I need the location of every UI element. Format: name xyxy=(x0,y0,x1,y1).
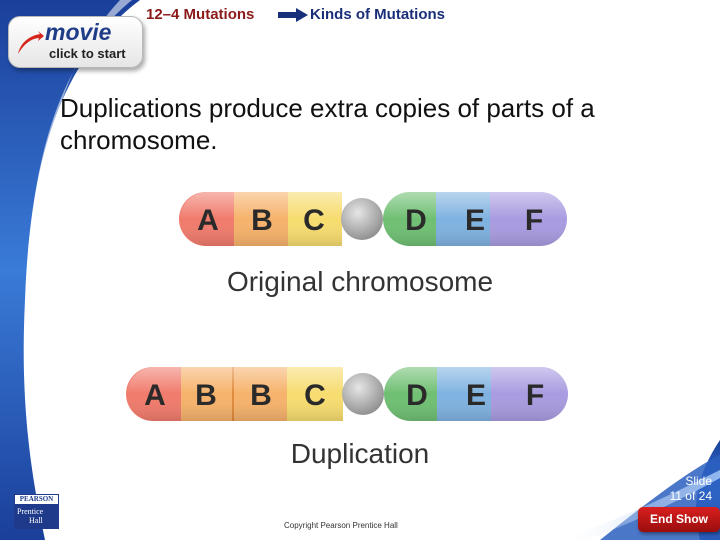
pearson-prentice-hall-logo xyxy=(14,494,59,529)
gene-label-b: B xyxy=(195,379,217,412)
slide-counter-label: Slide xyxy=(685,474,712,488)
gene-label-a: A xyxy=(197,204,219,237)
slide-body-text: Duplications produce extra copies of parts of a chromosome. xyxy=(60,93,595,155)
logo-line-2: Hall xyxy=(29,516,43,525)
gene-label-c: C xyxy=(304,379,326,412)
logo-line-1: Prentice xyxy=(17,507,44,516)
slide-counter xyxy=(650,474,712,504)
movie-title: movie xyxy=(45,19,112,45)
duplicated-chromosome xyxy=(125,365,571,423)
gene-label-f: F xyxy=(525,379,545,412)
logo-pearson: PEARSON xyxy=(14,494,59,505)
section-title: 12–4 Mutations xyxy=(146,6,255,23)
gene-label-d: D xyxy=(405,204,427,237)
gene-label-f: F xyxy=(524,204,544,237)
gene-label-c: C xyxy=(303,204,325,237)
centromere xyxy=(342,373,384,415)
movie-subtitle: click to start xyxy=(49,46,126,61)
original-chromosome xyxy=(178,190,570,248)
gene-label-e: E xyxy=(464,204,486,237)
copyright-notice: Copyright Pearson Prentice Hall xyxy=(284,521,398,530)
swoosh-arrow-icon xyxy=(16,30,44,58)
logo-prentice-hall xyxy=(17,507,43,525)
gene-label-b: B xyxy=(251,204,273,237)
end-show-button[interactable]: End Show xyxy=(638,507,720,532)
topic-title: Kinds of Mutations xyxy=(310,6,445,23)
gene-label-d: D xyxy=(406,379,428,412)
arrow-right-icon xyxy=(278,8,308,22)
centromere xyxy=(341,198,383,240)
gene-label-b-duplicate: B xyxy=(250,379,272,412)
original-chromosome-caption: Original chromosome xyxy=(226,266,494,297)
gene-label-a: A xyxy=(144,379,166,412)
slide-counter-value: 11 of 24 xyxy=(669,489,712,503)
movie-button[interactable] xyxy=(8,16,143,68)
duplication-caption: Duplication xyxy=(290,438,430,469)
gene-label-e: E xyxy=(465,379,487,412)
